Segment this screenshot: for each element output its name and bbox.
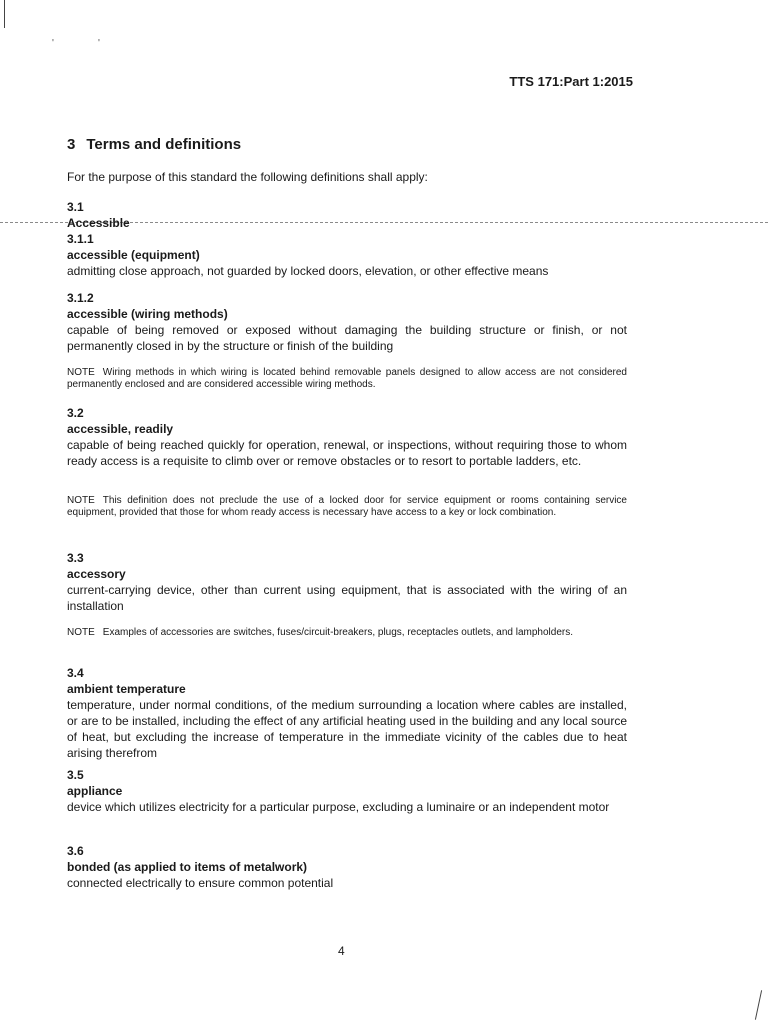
entry-term: accessory [67, 567, 126, 581]
entry-term: appliance [67, 784, 123, 798]
note-locked-door [67, 495, 627, 519]
entry-definition: admitting close approach, not guarded by locked doors, elevation, or other effective means [67, 264, 549, 278]
entry-number: 3.3 [67, 551, 84, 565]
entry-term: Accessible [67, 216, 130, 230]
entry-term: ambient temperature [67, 682, 186, 696]
section-heading [67, 136, 241, 153]
entry-number: 3.1.1 [67, 232, 94, 246]
definition-3-1-1 [67, 231, 627, 279]
definition-3-1-2 [67, 290, 627, 354]
scan-edge-mark [4, 0, 5, 28]
note-text: This definition does not preclude the use of a locked door for service equipment or rooms containing service equipment, provided that those for whom ready access is necessary have access to a key or lock combination. [67, 495, 627, 518]
entry-definition: capable of being removed or exposed without damaging the building structure or finish, or not permanently closed in by the structure or finish of the building [67, 323, 627, 353]
page-number: 4 [338, 944, 345, 958]
entry-number: 3.5 [67, 768, 84, 782]
note-label: NOTE [67, 367, 95, 378]
entry-number: 3.2 [67, 406, 84, 420]
note-label: NOTE [67, 495, 95, 506]
entry-term: accessible (wiring methods) [67, 307, 228, 321]
entry-number: 3.6 [67, 844, 84, 858]
note-label: NOTE [67, 627, 95, 638]
standard-code: TTS 171:Part 1:2015 [509, 74, 633, 89]
definition-3-4 [67, 665, 627, 761]
entry-definition: connected electrically to ensure common potential [67, 876, 334, 890]
entry-term: accessible (equipment) [67, 248, 200, 262]
entry-term: bonded (as applied to items of metalwork) [67, 860, 308, 874]
entry-number: 3.1.2 [67, 291, 94, 305]
scan-speck: ' [98, 38, 100, 49]
entry-number: 3.4 [67, 666, 84, 680]
entry-definition: current-carrying device, other than current using equipment, that is associated with the wiring of an installation [67, 583, 627, 613]
note-accessories [67, 627, 627, 639]
scan-edge-mark [755, 990, 762, 1020]
entry-definition: capable of being reached quickly for operation, renewal, or inspections, without requiring those to whom ready access is a requisite to climb over or remove obstacles or to resort to portable ladders, etc. [67, 438, 627, 468]
section-number: 3 [67, 136, 76, 153]
note-text: Examples of accessories are switches, fuses/circuit-breakers, plugs, receptacles outlets, and lampholders. [102, 627, 573, 638]
note-wiring-methods [67, 367, 627, 391]
section-title: Terms and definitions [86, 136, 242, 153]
entry-number: 3.1 [67, 200, 84, 214]
definition-3-6 [67, 843, 627, 891]
scan-speck: ' [52, 38, 54, 49]
definition-3-1 [67, 199, 627, 231]
intro-paragraph: For the purpose of this standard the following definitions shall apply: [67, 170, 428, 184]
definition-3-5 [67, 767, 627, 815]
definition-3-2 [67, 405, 627, 469]
entry-term: accessible, readily [67, 422, 174, 436]
definition-3-3 [67, 550, 627, 614]
entry-definition: temperature, under normal conditions, of the medium surrounding a location where cables are installed, or are to be installed, including the effect of any artificial heating used in the building and any local source of heat, but excluding the increase of temperature in the immediate vicinity of the cables due to heat arising therefrom [67, 698, 627, 760]
entry-definition: device which utilizes electricity for a particular purpose, excluding a luminaire or an independent motor [67, 800, 610, 814]
note-text: Wiring methods in which wiring is located behind removable panels designed to allow access are not considered permanently enclosed and are considered accessible wiring methods. [67, 367, 627, 390]
